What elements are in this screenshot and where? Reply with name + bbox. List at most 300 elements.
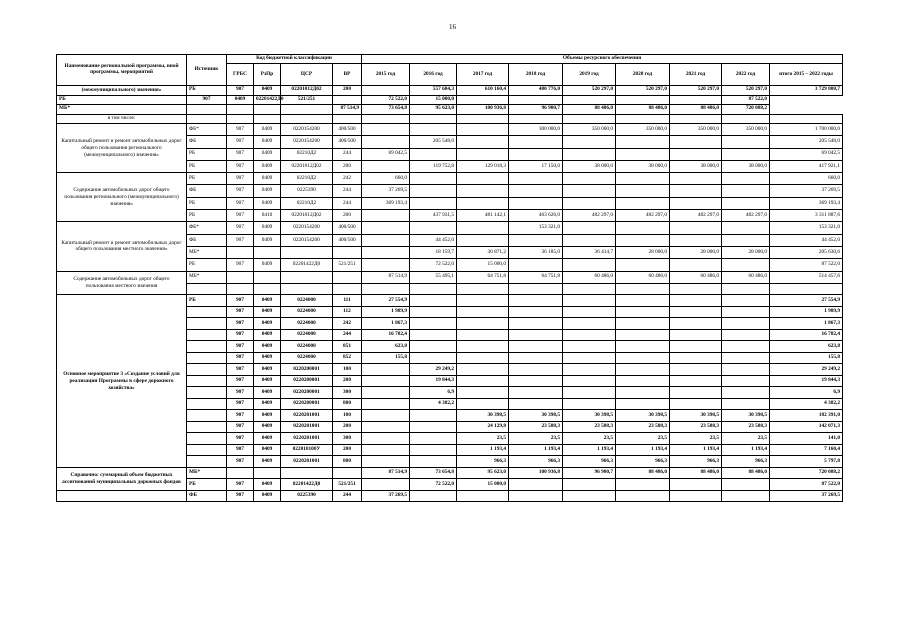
header-source: Источник: [187, 55, 227, 86]
value-cell: [410, 124, 457, 136]
value-cell: [509, 318, 563, 330]
kbk-cell: 907: [227, 306, 254, 318]
value-cell: 15 000,0: [410, 95, 457, 105]
value-cell: 481 142,1: [457, 210, 509, 222]
kbk-cell: 0220154200: [281, 124, 333, 136]
value-cell: [670, 306, 722, 318]
kbk-cell: [254, 105, 281, 115]
value-cell: [457, 375, 509, 387]
value-cell: 23,5: [670, 433, 722, 445]
kbk-cell: 907: [227, 490, 254, 502]
table-row: [57, 114, 843, 124]
value-cell: [616, 479, 670, 491]
kbk-cell: 0220200001: [281, 387, 333, 399]
kbk-cell: 0409: [254, 329, 281, 341]
header-year: 2016 год: [410, 64, 457, 86]
value-cell: 28 000,0: [616, 246, 670, 258]
value-cell: [410, 352, 457, 364]
total-cell: 1 867,3: [770, 318, 843, 330]
total-cell: 205 630,6: [770, 246, 843, 258]
value-cell: [563, 295, 616, 307]
total-cell: 155,8: [770, 352, 843, 364]
value-cell: 95 623,0: [410, 105, 457, 115]
value-cell: [722, 173, 770, 185]
value-cell: [616, 185, 670, 197]
value-cell: 480 776,0: [509, 86, 563, 96]
total-cell: 87 522,0: [722, 95, 770, 105]
value-cell: [509, 295, 563, 307]
value-cell: 482 297,0: [616, 210, 670, 222]
value-cell: 437 931,5: [410, 210, 457, 222]
value-cell: [410, 421, 457, 433]
value-cell: 23,5: [722, 433, 770, 445]
value-cell: 966,3: [616, 456, 670, 468]
total-cell: 5 797,8: [770, 456, 843, 468]
value-cell: [457, 364, 509, 376]
source-cell: МБ*: [187, 467, 227, 479]
value-cell: [410, 148, 457, 160]
value-cell: [457, 329, 509, 341]
value-cell: 36 414,7: [563, 246, 616, 258]
value-cell: [410, 185, 457, 197]
kbk-cell: 0409: [254, 444, 281, 456]
value-cell: [563, 387, 616, 399]
kbk-cell: [254, 271, 281, 283]
value-cell: [362, 246, 410, 258]
total-cell: 1 700 000,0: [770, 124, 843, 136]
value-cell: [670, 398, 722, 410]
value-cell: [457, 387, 509, 399]
value-cell: 15 000,0: [457, 479, 509, 491]
value-cell: [563, 95, 616, 105]
value-cell: [410, 456, 457, 468]
source-cell: МБ*: [187, 246, 227, 258]
value-cell: [563, 341, 616, 353]
value-cell: 30 398,5: [563, 410, 616, 422]
kbk-cell: 0409: [254, 364, 281, 376]
value-cell: [362, 444, 410, 456]
kbk-cell: 0409: [254, 148, 281, 160]
value-cell: 966,3: [563, 456, 616, 468]
kbk-cell: 02201422Д0: [281, 259, 333, 271]
value-cell: 18 159,7: [410, 246, 457, 258]
kbk-cell: [333, 271, 362, 283]
value-cell: [670, 148, 722, 160]
value-cell: 96 900,7: [509, 105, 563, 115]
value-cell: 4 382,2: [410, 398, 457, 410]
kbk-cell: 907: [227, 352, 254, 364]
value-cell: [616, 283, 670, 295]
value-cell: [410, 306, 457, 318]
source-cell: [187, 387, 227, 399]
value-cell: 60 486,0: [722, 271, 770, 283]
value-cell: 1 193,4: [670, 444, 722, 456]
total-cell: 27 554,9: [770, 295, 843, 307]
total-cell: [770, 114, 843, 124]
value-cell: [509, 306, 563, 318]
value-cell: [670, 364, 722, 376]
value-cell: 28 000,0: [722, 246, 770, 258]
value-cell: [457, 114, 509, 124]
value-cell: 1 193,4: [563, 444, 616, 456]
value-cell: [670, 259, 722, 271]
value-cell: [616, 95, 670, 105]
value-cell: 350 000,0: [563, 124, 616, 136]
value-cell: 153 321,0: [509, 222, 563, 234]
source-cell: РБ: [187, 86, 227, 96]
value-cell: [670, 318, 722, 330]
value-cell: 23,5: [509, 433, 563, 445]
kbk-cell: 0409: [254, 433, 281, 445]
header-vr: ВР: [333, 64, 362, 86]
value-cell: [457, 490, 509, 502]
source-cell: [187, 364, 227, 376]
kbk-cell: 0409: [254, 490, 281, 502]
kbk-cell: 907: [227, 433, 254, 445]
kbk-cell: 02210Д2: [281, 197, 333, 209]
kbk-cell: 0225390: [281, 185, 333, 197]
program-name-cell: Капитальный ремонт и ремонт автомобильных дорог общего пользования регионального (межмуниципального) значения»: [57, 124, 187, 173]
header-year: 2019 год: [563, 64, 616, 86]
value-cell: [362, 283, 410, 295]
value-cell: [457, 306, 509, 318]
value-cell: [362, 375, 410, 387]
header-name: Наименование региональной программы, иной программы, мероприятий: [57, 55, 187, 86]
total-cell: 37 269,5: [770, 185, 843, 197]
value-cell: 1 867,3: [362, 318, 410, 330]
value-cell: [410, 329, 457, 341]
total-cell: 4 382,2: [770, 398, 843, 410]
source-cell: РБ: [187, 479, 227, 491]
source-cell: РБ: [187, 210, 227, 222]
value-cell: [457, 185, 509, 197]
value-cell: [722, 318, 770, 330]
value-cell: [616, 352, 670, 364]
value-cell: [670, 295, 722, 307]
value-cell: [563, 490, 616, 502]
value-cell: [722, 375, 770, 387]
kbk-cell: 400/500: [333, 136, 362, 148]
kbk-cell: 0409: [254, 222, 281, 234]
value-cell: [457, 95, 509, 105]
kbk-cell: [254, 246, 281, 258]
value-cell: [563, 173, 616, 185]
value-cell: [722, 295, 770, 307]
kbk-cell: 242: [333, 173, 362, 185]
kbk-cell: 521/251: [281, 95, 333, 105]
kbk-cell: 244: [333, 490, 362, 502]
value-cell: [362, 433, 410, 445]
kbk-cell: 0220154200: [281, 136, 333, 148]
value-cell: [616, 259, 670, 271]
value-cell: [722, 197, 770, 209]
kbk-cell: 907: [227, 387, 254, 399]
value-cell: [722, 148, 770, 160]
value-cell: [457, 124, 509, 136]
source-cell: МБ*: [187, 271, 227, 283]
header-year: 2020 год: [616, 64, 670, 86]
value-cell: 1 193,4: [722, 444, 770, 456]
kbk-cell: 0224000: [281, 341, 333, 353]
value-cell: 64 751,8: [457, 271, 509, 283]
value-cell: 88 486,0: [722, 467, 770, 479]
kbk-cell: 0224000: [281, 306, 333, 318]
value-cell: [616, 375, 670, 387]
value-cell: [616, 341, 670, 353]
table-row: [57, 95, 843, 105]
table-row: [57, 173, 843, 185]
value-cell: [670, 479, 722, 491]
kbk-cell: 244: [333, 185, 362, 197]
kbk-cell: 0409: [254, 375, 281, 387]
value-cell: [722, 398, 770, 410]
kbk-cell: 0224000: [281, 318, 333, 330]
value-cell: 88 486,0: [670, 105, 722, 115]
header-year: 2021 год: [670, 64, 722, 86]
total-cell: 720 088,2: [770, 467, 843, 479]
value-cell: [563, 283, 616, 295]
value-cell: [410, 283, 457, 295]
value-cell: [362, 398, 410, 410]
header-volumes: Объемы ресурсного обеспечения: [362, 55, 843, 64]
kbk-cell: 0220154200: [281, 222, 333, 234]
source-cell: РБ: [187, 160, 227, 172]
value-cell: [509, 136, 563, 148]
value-cell: [722, 479, 770, 491]
kbk-cell: 0224000: [281, 329, 333, 341]
kbk-cell: 0220200001: [281, 398, 333, 410]
total-cell: 6,9: [770, 387, 843, 399]
kbk-cell: 02201422Д0: [281, 479, 333, 491]
value-cell: 38 000,0: [670, 160, 722, 172]
kbk-cell: [254, 467, 281, 479]
kbk-cell: 800: [333, 398, 362, 410]
value-cell: 482 297,0: [670, 210, 722, 222]
value-cell: 966,3: [509, 456, 563, 468]
value-cell: 29 249,2: [410, 364, 457, 376]
value-cell: [509, 95, 563, 105]
source-cell: [187, 283, 227, 295]
value-cell: [333, 95, 362, 105]
value-cell: [563, 185, 616, 197]
value-cell: [410, 295, 457, 307]
value-cell: [509, 234, 563, 246]
value-cell: 463 626,0: [509, 210, 563, 222]
value-cell: [410, 173, 457, 185]
value-cell: [457, 283, 509, 295]
kbk-cell: 0225390: [281, 490, 333, 502]
value-cell: 87 514,9: [362, 467, 410, 479]
value-cell: [457, 295, 509, 307]
value-cell: [670, 352, 722, 364]
value-cell: [670, 375, 722, 387]
value-cell: [616, 222, 670, 234]
kbk-cell: 02201012Д02: [281, 86, 333, 96]
kbk-cell: 0410: [254, 210, 281, 222]
total-cell: [770, 283, 843, 295]
value-cell: [670, 136, 722, 148]
value-cell: [563, 136, 616, 148]
value-cell: 87 514,9: [333, 105, 362, 115]
value-cell: [362, 86, 410, 96]
value-cell: [457, 398, 509, 410]
value-cell: 129 018,3: [457, 160, 509, 172]
kbk-cell: [281, 105, 333, 115]
value-cell: [509, 341, 563, 353]
value-cell: [410, 490, 457, 502]
kbk-cell: 907: [227, 124, 254, 136]
kbk-cell: [281, 114, 333, 124]
kbk-cell: 111: [333, 295, 362, 307]
table-row: [57, 467, 843, 479]
kbk-cell: 907: [227, 136, 254, 148]
kbk-cell: 907: [227, 197, 254, 209]
kbk-cell: 0409: [254, 387, 281, 399]
value-cell: [362, 234, 410, 246]
value-cell: [563, 222, 616, 234]
source-cell: МБ*: [57, 105, 187, 115]
kbk-cell: 907: [227, 341, 254, 353]
kbk-cell: 907: [227, 421, 254, 433]
kbk-cell: [227, 114, 254, 124]
value-cell: 966,3: [457, 456, 509, 468]
source-cell: [187, 398, 227, 410]
value-cell: [457, 173, 509, 185]
value-cell: [722, 364, 770, 376]
value-cell: [457, 148, 509, 160]
kbk-cell: 907: [227, 160, 254, 172]
value-cell: [509, 490, 563, 502]
value-cell: 610 160,4: [457, 86, 509, 96]
value-cell: [616, 173, 670, 185]
source-cell: [187, 375, 227, 387]
value-cell: 16 782,4: [362, 329, 410, 341]
value-cell: 350 000,0: [616, 124, 670, 136]
value-cell: [722, 259, 770, 271]
kbk-cell: 907: [227, 329, 254, 341]
value-cell: 19 844,3: [410, 375, 457, 387]
source-cell: ФБ: [187, 234, 227, 246]
value-cell: 30 398,5: [616, 410, 670, 422]
kbk-cell: 0409: [254, 341, 281, 353]
value-cell: 966,3: [670, 456, 722, 468]
value-cell: [457, 222, 509, 234]
kbk-cell: 0220200001: [281, 375, 333, 387]
value-cell: [457, 318, 509, 330]
source-cell: ФБ*: [187, 124, 227, 136]
value-cell: [362, 456, 410, 468]
value-cell: [563, 234, 616, 246]
total-cell: 369 193,4: [770, 197, 843, 209]
source-cell: РБ: [57, 95, 187, 105]
table-row: [57, 86, 843, 96]
value-cell: [722, 114, 770, 124]
value-cell: 1 193,4: [509, 444, 563, 456]
value-cell: [563, 329, 616, 341]
value-cell: [722, 283, 770, 295]
total-cell: 44 452,0: [770, 234, 843, 246]
kbk-cell: 0409: [254, 318, 281, 330]
source-cell: [187, 456, 227, 468]
kbk-cell: 907: [227, 234, 254, 246]
table-row: [57, 222, 843, 234]
source-cell: [187, 306, 227, 318]
value-cell: [616, 329, 670, 341]
kbk-cell: 0409: [254, 410, 281, 422]
kbk-cell: 907: [227, 185, 254, 197]
value-cell: [563, 375, 616, 387]
kbk-cell: 907: [187, 95, 227, 105]
value-cell: [616, 295, 670, 307]
value-cell: 520 297,0: [670, 86, 722, 96]
kbk-cell: 200: [333, 444, 362, 456]
total-cell: 1 989,9: [770, 306, 843, 318]
value-cell: [670, 95, 722, 105]
kbk-cell: 0409: [254, 234, 281, 246]
value-cell: [509, 364, 563, 376]
value-cell: 88 486,0: [563, 105, 616, 115]
value-cell: 23 588,3: [616, 421, 670, 433]
value-cell: [722, 352, 770, 364]
kbk-cell: 0220201001: [281, 410, 333, 422]
kbk-cell: [281, 467, 333, 479]
value-cell: [616, 306, 670, 318]
value-cell: 660,0: [362, 173, 410, 185]
kbk-cell: [227, 467, 254, 479]
value-cell: 30 398,5: [509, 410, 563, 422]
value-cell: [362, 124, 410, 136]
total-cell: 29 249,2: [770, 364, 843, 376]
kbk-cell: [227, 246, 254, 258]
kbk-cell: 0409: [254, 197, 281, 209]
value-cell: 60 486,0: [670, 271, 722, 283]
kbk-cell: 0409: [254, 86, 281, 96]
value-cell: [362, 136, 410, 148]
program-name-cell: Содержание автомобильных дорог общего пользования местного значения: [57, 271, 187, 295]
kbk-cell: 0220201001: [281, 421, 333, 433]
value-cell: [563, 197, 616, 209]
value-cell: [410, 433, 457, 445]
value-cell: [509, 114, 563, 124]
kbk-cell: [187, 105, 227, 115]
source-cell: [187, 410, 227, 422]
value-cell: [362, 479, 410, 491]
value-cell: 23 588,3: [509, 421, 563, 433]
value-cell: [616, 234, 670, 246]
value-cell: [509, 479, 563, 491]
value-cell: 100 936,8: [509, 467, 563, 479]
value-cell: 520 297,0: [722, 86, 770, 96]
value-cell: 623,8: [362, 341, 410, 353]
value-cell: [616, 114, 670, 124]
value-cell: [410, 444, 457, 456]
kbk-cell: [333, 246, 362, 258]
value-cell: [722, 341, 770, 353]
header-grbs: ГРБС: [227, 64, 254, 86]
total-cell: 153 321,0: [770, 222, 843, 234]
kbk-cell: 851: [333, 341, 362, 353]
kbk-cell: 907: [227, 222, 254, 234]
value-cell: 300 000,0: [509, 124, 563, 136]
value-cell: 23,5: [563, 433, 616, 445]
kbk-cell: 0409: [254, 306, 281, 318]
resource-table: [56, 54, 843, 502]
value-cell: 1 193,4: [457, 444, 509, 456]
kbk-cell: [227, 105, 254, 115]
kbk-cell: 0224000: [281, 295, 333, 307]
kbk-cell: 907: [227, 364, 254, 376]
value-cell: [670, 185, 722, 197]
